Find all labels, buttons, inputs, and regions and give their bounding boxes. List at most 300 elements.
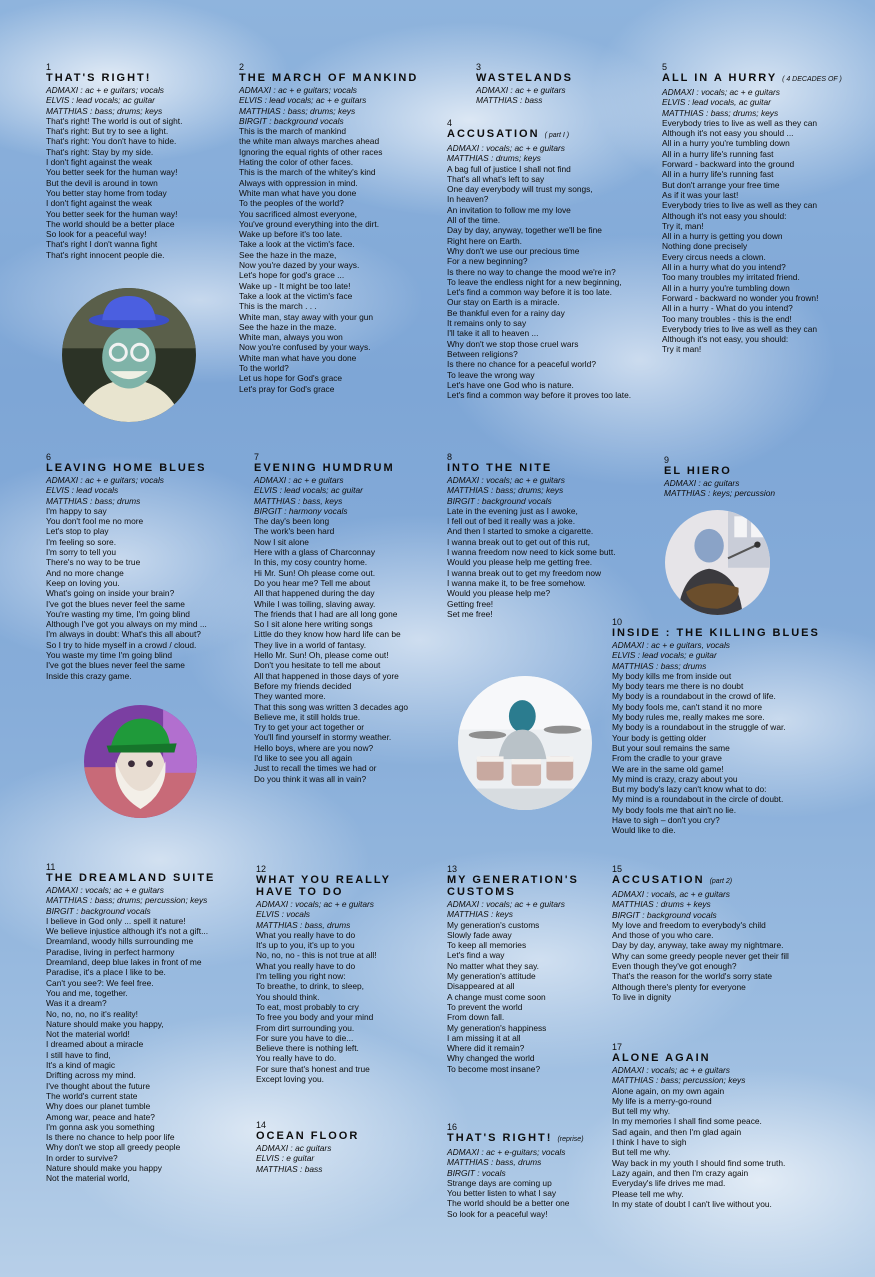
song-title (447, 462, 616, 474)
song-title (612, 874, 789, 888)
lyric-line: My body fools me, can't stand it no more (612, 701, 763, 712)
lyric-line: My body tears me there is no doubt (612, 681, 744, 692)
lyric-line: Everybody tries to live as well as they can (662, 117, 818, 128)
lyric-line: You better listen to what I say (447, 1188, 557, 1199)
song-block-12 (256, 864, 391, 1084)
lyric-line: I'm telling you right now: (256, 971, 346, 982)
credit-line: ADMAXI : ac + e guitars, vocals (612, 640, 730, 650)
lyric-line: A change must come soon (447, 991, 546, 1002)
lyric-line: Little do they know how hard life can be (254, 629, 401, 640)
lyric-line: All in a hurry life's running fast (662, 169, 774, 180)
song-lyrics (447, 164, 631, 401)
credit-line: MATTHIAS : bass; drums (46, 495, 141, 506)
musician-credits (612, 640, 820, 671)
lyric-line: Right here on Earth. (447, 235, 522, 246)
lyric-line: Take a look at the victim's face. (239, 239, 355, 250)
lyric-line: That's right: You don't have to hide. (46, 136, 177, 147)
lyric-line: I wanna break out to get my freedom now (447, 567, 602, 578)
lyric-line: I still have to find, (46, 1049, 111, 1060)
lyric-line: You sacrificed almost everyone, (239, 208, 357, 219)
song-number: 10 (612, 617, 623, 627)
credit-line: ELVIS : lead vocals; ac guitar (46, 95, 155, 106)
lyric-line: Let's find a common way before it proves too late. (447, 390, 632, 401)
lyric-line: The world should be a better place (46, 218, 175, 229)
credit-line: MATTHIAS : keys (447, 909, 513, 920)
lyric-line: Take a look at the victim's face (239, 290, 353, 301)
song-block-9 (664, 455, 775, 499)
credit-line: ADMAXI : ac + e guitars; vocals (46, 85, 164, 95)
lyric-line: You're wasting my time, I'm going blind (46, 608, 190, 619)
lyric-line: That's right! The world is out of sight. (46, 115, 183, 126)
song-block-11 (46, 862, 215, 1184)
song-number: 17 (612, 1042, 623, 1052)
lyric-line: Too many troubles - this is the end! (662, 313, 792, 324)
song-title-note: (reprise) (557, 1136, 584, 1143)
lyric-line: Let's find a way (447, 950, 505, 961)
lyric-line: You'll find yourself in stormy weather. (254, 732, 392, 743)
musician-credits (46, 885, 215, 916)
song-block-15 (612, 864, 789, 1002)
lyric-line: Do you think it was all in vain? (254, 773, 367, 784)
lyric-line: Everybody tries to live as well as they can (662, 323, 818, 334)
lyric-line: To leave the endless night for a new beginning, (447, 276, 622, 287)
lyric-line: Try to get your act together or (254, 722, 365, 733)
credit-line: ADMAXI : vocals, ac + e guitars (612, 889, 730, 899)
song-block-10 (612, 617, 820, 836)
credit-line: BIRGIT : vocals (447, 1167, 506, 1178)
lyric-line: In my state of doubt I can't live without you. (612, 1198, 772, 1209)
song-lyrics (46, 116, 182, 260)
song-number: 11 (46, 862, 56, 872)
lyric-line: So look for a peaceful way! (447, 1208, 548, 1219)
lyric-line: Dreamland, woody hills surrounding me (46, 936, 194, 947)
song-title (256, 874, 391, 898)
musician-credits (662, 87, 842, 118)
musician-credits (612, 889, 789, 920)
credit-line: ADMAXI : ac guitars (256, 1143, 332, 1153)
musician-credits (254, 475, 408, 516)
lyric-line: We are in the same old game! (612, 763, 724, 774)
lyric-line: Try it man! (662, 344, 702, 355)
song-title-note: ( 4 DECADES OF ) (782, 76, 842, 83)
song-lyrics (254, 516, 408, 784)
lyric-line: My generation's attitude (447, 971, 536, 982)
song-title (447, 874, 579, 898)
lyric-line: For a new beginning? (447, 256, 528, 267)
lyric-line: That's all what's left to say (447, 173, 545, 184)
lyric-line: Let us hope for God's grace (239, 373, 343, 384)
lyric-line: No, no, no, no it's reality! (46, 1008, 138, 1019)
lyric-line: I fell out of bed it really was a joke. (447, 516, 576, 527)
lyric-line: As if it was your last! (662, 189, 739, 200)
lyric-line: My mind is a roundabout in the circle of doubt. (612, 794, 784, 805)
song-block-6 (46, 452, 207, 681)
musician-credits (447, 475, 616, 506)
song-title (662, 72, 842, 86)
lyric-line: My body kills me from inside out (612, 670, 732, 681)
lyric-line: Dreamland, deep blue lakes in front of me (46, 957, 202, 968)
lyric-line: All that happened during the day (254, 588, 375, 599)
song-title (447, 128, 631, 142)
lyric-line: Where did it remain? (447, 1043, 525, 1054)
lyric-line: Have to sigh – don't you cry? (612, 815, 720, 826)
lyric-line: That's the reason for the world's sorry state (612, 971, 773, 982)
lyric-line: Let's have one God who is nature. (447, 379, 574, 390)
song-title-note: ( part I ) (544, 132, 570, 139)
credit-line: BIRGIT : harmony vocals (254, 505, 348, 516)
lyric-line: And then I started to smoke a cigarette. (447, 526, 594, 537)
song-title-text: THE MARCH OF MANKIND (239, 72, 419, 84)
lyric-line: It's a kind of magic (46, 1060, 116, 1071)
credit-line: ELVIS : lead vocals (46, 485, 119, 496)
song-title-text: LEAVING HOME BLUES (46, 462, 207, 474)
lyric-line: This is the march . . . (239, 301, 317, 312)
credit-line: MATTHIAS : bass; drums; keys (662, 107, 779, 118)
song-number: 6 (46, 452, 52, 462)
lyric-line: To the peoples of the world? (239, 198, 344, 209)
lyric-line: I don't fight against the weak (46, 157, 152, 168)
credit-line: MATTHIAS : bass; drums; percussion; keys (46, 895, 208, 906)
lyric-line: You better seek for the human way! (46, 208, 178, 219)
song-number: 14 (256, 1120, 267, 1130)
credit-line: MATTHIAS : bass (256, 1163, 323, 1174)
lyric-line: My body is a roundabout in the crowd of life. (612, 691, 776, 702)
lyric-line: They live in a world of fantasy. (254, 639, 367, 650)
credit-line: MATTHIAS : bass; drums; keys (46, 105, 163, 116)
lyric-line: I'm gonna ask you something (46, 1121, 155, 1132)
lyric-line: Let's hope for god's grace ... (239, 270, 345, 281)
lyric-line: You and me, together. (46, 987, 128, 998)
lyric-line: I'll take it all to heaven ... (447, 328, 539, 339)
song-lyrics (46, 506, 207, 681)
lyric-line: Would you please help me? (447, 588, 551, 599)
credit-line: BIRGIT : background vocals (46, 905, 151, 916)
lyric-line: All that happened in those days of yore (254, 670, 399, 681)
credit-line: ADMAXI : ac + e guitars; vocals (239, 85, 357, 95)
lyric-line: Wake up before it's too late. (239, 229, 343, 240)
song-block-7 (254, 452, 408, 784)
lyric-line: I think I have to sigh (612, 1137, 687, 1148)
lyric-line: A bag full of justice I shall not find (447, 163, 571, 174)
credit-line: MATTHIAS : bass; drums; keys (239, 105, 356, 116)
lyric-line: Paradise, living in perfect harmony (46, 946, 175, 957)
song-lyrics (447, 506, 616, 619)
lyric-line: You waste my time I'm going blind (46, 650, 173, 661)
lyric-line: It remains only to say (447, 318, 527, 329)
lyric-line: You really have to do. (256, 1053, 337, 1064)
lyric-line: Everybody tries to live as well as they can (662, 200, 818, 211)
lyric-line: I wanna freedom now need to kick some butt. (447, 547, 616, 558)
lyric-line: Try it, man! (662, 220, 704, 231)
lyric-line: Not the material world! (46, 1029, 130, 1040)
lyric-line: I'm happy to say (46, 505, 107, 516)
lyric-line: That's right I don't wanna fight (46, 239, 158, 250)
lyric-line: Although there's plenty for everyone (612, 981, 746, 992)
lyric-line: So I try to hide myself in a crowd / cloud. (46, 639, 197, 650)
lyric-line: Way back in my youth I should find some truth. (612, 1157, 786, 1168)
lyric-line: They wanted more. (254, 691, 326, 702)
credit-line: MATTHIAS : bass; drums; keys (447, 485, 564, 496)
song-title-text: THAT'S RIGHT! (46, 72, 152, 84)
musician-credits (447, 1147, 584, 1178)
lyric-line: For sure you have to die... (256, 1032, 354, 1043)
lyric-line: Forward - backward into the ground (662, 159, 795, 170)
lyric-line: Why don't we use our precious time (447, 245, 580, 256)
credit-line: BIRGIT : background vocals (239, 115, 344, 126)
lyric-line: Let's find a common way before it is too late. (447, 287, 612, 298)
lyric-line: For sure that's honest and true (256, 1063, 370, 1074)
song-title-text: WHAT YOU REALLY HAVE TO DO (256, 874, 391, 898)
credit-line: ADMAXI : ac + e guitars (254, 475, 344, 485)
band-photo-drums (458, 676, 592, 810)
credit-line: MATTHIAS : bass, drums (447, 1157, 542, 1168)
song-lyrics (447, 1178, 584, 1219)
credit-line: ADMAXI : vocals; ac + e guitars (256, 899, 374, 909)
song-number: 3 (476, 62, 482, 72)
song-lyrics (612, 1086, 785, 1210)
song-block-1 (46, 62, 182, 260)
lyric-line: But tell me why. (612, 1147, 671, 1158)
lyric-line: So I sit alone here writing songs (254, 619, 373, 630)
lyric-line: I am missing it at all (447, 1032, 521, 1043)
lyric-line: The work's been hard (254, 526, 335, 537)
song-lyrics (447, 920, 579, 1074)
credit-line: ADMAXI : vocals; ac + e guitars (447, 143, 565, 153)
credit-line: MATTHIAS : bass; drums (612, 660, 707, 671)
lyric-line: This is the march of the whitey's kind (239, 167, 376, 178)
lyric-line: Everyday's life drives me mad. (612, 1178, 726, 1189)
song-title-text: EL HIERO (664, 465, 732, 477)
song-title-note: (part 2) (709, 878, 733, 885)
lyric-line: Strange days are coming up (447, 1177, 552, 1188)
lyric-line: One day everybody will trust my songs, (447, 184, 593, 195)
lyric-line: Although I've got you always on my mind ... (46, 619, 207, 630)
song-lyrics (256, 930, 391, 1084)
lyric-line: Even though they've got enough? (612, 961, 737, 972)
musician-credits (612, 1065, 785, 1086)
musician-credits (256, 1143, 359, 1174)
lyric-line: I'm always in doubt: What's this all about? (46, 629, 201, 640)
lyric-line: You better stay home from today (46, 187, 167, 198)
song-number: 1 (46, 62, 52, 72)
lyric-line: I wanna break out to get out of this rut, (447, 536, 590, 547)
lyric-line: Wake up - It might be too late! (239, 280, 351, 291)
lyric-line: Ignoring the equal rights of other races (239, 146, 383, 157)
band-photo-guitar (665, 510, 770, 615)
band-photo-hat (62, 288, 196, 422)
lyric-line: White man what have you done (239, 352, 357, 363)
song-lyrics (612, 920, 789, 1002)
credit-line: MATTHIAS : bass; percussion; keys (612, 1075, 746, 1086)
lyric-line: Disappeared at all (447, 981, 515, 992)
credit-line: MATTHIAS : bass (476, 95, 543, 106)
lyric-line: Although it's not easy you should: (662, 210, 787, 221)
song-lyrics (662, 118, 842, 355)
lyric-line: You should think. (256, 991, 320, 1002)
lyric-line: Day by day, anyway, together we'll be fine (447, 225, 602, 236)
lyric-line: Too many troubles my irritated friend. (662, 272, 800, 283)
lyric-line: All in a hurry what do you intend? (662, 262, 786, 273)
lyric-line: The friends that I had are all long gone (254, 608, 398, 619)
musician-credits (447, 899, 579, 920)
lyric-line: I've got the blues never feel the same (46, 598, 185, 609)
credit-line: MATTHIAS : drums + keys (612, 899, 711, 910)
song-number: 9 (664, 455, 670, 465)
lyric-line: Why don't we stop all greedy people (46, 1142, 181, 1153)
lyric-line: What you really have to do (256, 929, 356, 940)
song-block-2 (239, 62, 418, 394)
lyric-line: I've got the blues never feel the same (46, 660, 185, 671)
lyric-line: See the haze in the maze, (239, 249, 337, 260)
credit-line: ADMAXI : ac + e guitars (476, 85, 566, 95)
lyric-line: No matter what they say. (447, 960, 540, 971)
lyric-line: But tell my why. (612, 1106, 671, 1117)
song-title-text: THAT'S RIGHT! (447, 1132, 553, 1144)
lyric-line: To leave the wrong way (447, 369, 535, 380)
lyric-line: Nature should make you happy (46, 1163, 162, 1174)
lyric-line: Is there no way to change the mood we're in? (447, 266, 616, 277)
lyric-line: Sad again, and then I'm glad again (612, 1126, 742, 1137)
song-block-3 (476, 62, 573, 106)
song-block-13 (447, 864, 579, 1074)
lyric-line: Why does our planet tumble (46, 1101, 151, 1112)
lyric-line: Now you're dazed by your ways. (239, 260, 360, 271)
lyric-line: My life is a merry-go-round (612, 1095, 712, 1106)
lyric-line: Please tell me why. (612, 1188, 684, 1199)
song-title-text: INTO THE NITE (447, 462, 553, 474)
song-title (447, 1132, 584, 1146)
musician-credits (46, 85, 182, 116)
lyric-line: Why changed the world (447, 1053, 535, 1064)
lyric-line: What you really have to do (256, 960, 356, 971)
lyric-line: You've ground everything into the dirt. (239, 218, 380, 229)
lyric-line: That this song was written 3 decades ago (254, 701, 409, 712)
lyric-line: No, no, no - this is not true at all! (256, 950, 377, 961)
lyric-line: Hello Mr. Sun! Oh, please come out! (254, 650, 389, 661)
song-title (46, 72, 182, 84)
lyric-line: My generation's happiness (447, 1022, 547, 1033)
song-title (46, 462, 207, 474)
lyric-line: Now you're confused by your ways. (239, 342, 371, 353)
lyric-line: Hating the color of other faces. (239, 157, 354, 168)
song-lyrics (239, 126, 418, 394)
credit-line: ADMAXI : ac guitars (664, 478, 740, 488)
lyric-line: Late in the evening just as I awoke, (447, 505, 578, 516)
lyric-line: It's up to you, it's up to you (256, 940, 355, 951)
lyric-line: Every circus needs a clown. (662, 251, 766, 262)
lyric-line: Nothing done precisely (662, 241, 748, 252)
lyric-line: To breathe, to drink, to sleep, (256, 981, 365, 992)
song-title-text: THE DREAMLAND SUITE (46, 872, 216, 884)
credit-line: ELVIS : lead vocals; e guitar (612, 650, 717, 661)
credit-line: ADMAXI : ac + e guitars; vocals (46, 475, 164, 485)
lyric-line: Let's stop to play (46, 526, 109, 537)
lyric-line: the white man always marches ahead (239, 136, 380, 147)
lyric-line: My generation's customs (447, 919, 540, 930)
lyric-line: To become most insane? (447, 1063, 541, 1074)
song-block-8 (447, 452, 616, 619)
song-number: 16 (447, 1122, 458, 1132)
lyric-line: I believe in God only ... spell it nature! (46, 915, 186, 926)
song-number: 8 (447, 452, 453, 462)
lyric-line: You don't fool me no more (46, 516, 144, 527)
song-title-text: WASTELANDS (476, 72, 573, 84)
credit-line: MATTHIAS : keys; percussion (664, 488, 776, 499)
lyric-line: White man, always you won (239, 332, 343, 343)
lyric-line: My body rules me, really makes me sore. (612, 712, 765, 723)
lyric-line: Day by day, anyway, take away my nightmare. (612, 940, 784, 951)
lyric-line: I wanna make it, to be free somehow. (447, 577, 586, 588)
credit-line: ADMAXI : vocals; ac + e guitars (447, 899, 565, 909)
band-photo-cap (84, 705, 197, 818)
lyric-line: Keep on loving you. (46, 577, 120, 588)
lyric-line: What's going on inside your brain? (46, 588, 175, 599)
song-block-5 (662, 62, 842, 355)
song-title-text: ALL IN A HURRY (662, 72, 777, 84)
lyric-line: This is the march of mankind (239, 126, 347, 137)
song-number: 12 (256, 864, 267, 874)
lyric-line: To free you body and your mind (256, 1012, 374, 1023)
credit-line: BIRGIT : background vocals (447, 495, 552, 506)
song-number: 4 (447, 118, 453, 128)
musician-credits (476, 85, 573, 106)
lyric-line: Nature should make you happy, (46, 1018, 164, 1029)
song-title (256, 1130, 359, 1142)
credit-line: MATTHIAS : drums; keys (447, 153, 541, 164)
lyric-line: Getting free! (447, 598, 494, 609)
lyric-line: Although it's not easy you should ... (662, 128, 794, 139)
song-number: 15 (612, 864, 623, 874)
lyric-line: From the cradle to your grave (612, 753, 722, 764)
lyric-line: All in a hurry you're tumbling down (662, 138, 790, 149)
lyric-line: The day's been long (254, 516, 330, 527)
song-title (612, 1052, 785, 1064)
credit-line: ELVIS : vocals (256, 909, 310, 920)
musician-credits (46, 475, 207, 506)
lyric-line: I'm feeling so sore. (46, 536, 117, 547)
musician-credits (239, 85, 418, 126)
lyric-line: Was it a dream? (46, 998, 107, 1009)
lyric-line: And no more change (46, 567, 124, 578)
lyric-line: From down fall. (447, 1012, 505, 1023)
credit-line: ADMAXI : vocals; ac + e guitars (612, 1065, 730, 1075)
credit-line: ELVIS : e guitar (256, 1153, 315, 1164)
credit-line: ELVIS : lead vocals, ac guitar (662, 97, 771, 108)
lyric-line: You better seek for the human way! (46, 167, 178, 178)
lyric-line: Would like to die. (612, 825, 676, 836)
lyric-line: Do you hear me? Tell me about (254, 577, 371, 588)
lyric-line: An invitation to follow me my love (447, 204, 571, 215)
song-title (46, 872, 215, 884)
lyric-line: My body fools me that ain't no lie. (612, 804, 737, 815)
lyric-line: But don't arrange your free time (662, 179, 780, 190)
song-block-17 (612, 1042, 785, 1209)
musician-credits (664, 478, 775, 499)
lyric-line: All in a hurry life's running fast (662, 148, 774, 159)
lyric-line: My love and freedom to everybody's child (612, 919, 766, 930)
song-title-text: OCEAN FLOOR (256, 1130, 360, 1142)
lyric-line: Is there no chance for a peaceful world? (447, 359, 596, 370)
lyric-line: That's right: Stay by my side. (46, 146, 154, 157)
song-title-text: INSIDE : THE KILLING BLUES (612, 627, 820, 639)
lyric-line: Alone again, on my own again (612, 1085, 725, 1096)
credit-line: ELVIS : lead vocals; ac + e guitars (239, 95, 367, 106)
lyric-line: But your soul remains the same (612, 742, 730, 753)
lyric-line: I'd like to see you all again (254, 753, 352, 764)
lyric-line: But my body's lazy can't know what to do: (612, 784, 767, 795)
lyric-line: White man, stay away with your gun (239, 311, 374, 322)
lyric-line: In my memories I shall find some peace. (612, 1116, 762, 1127)
